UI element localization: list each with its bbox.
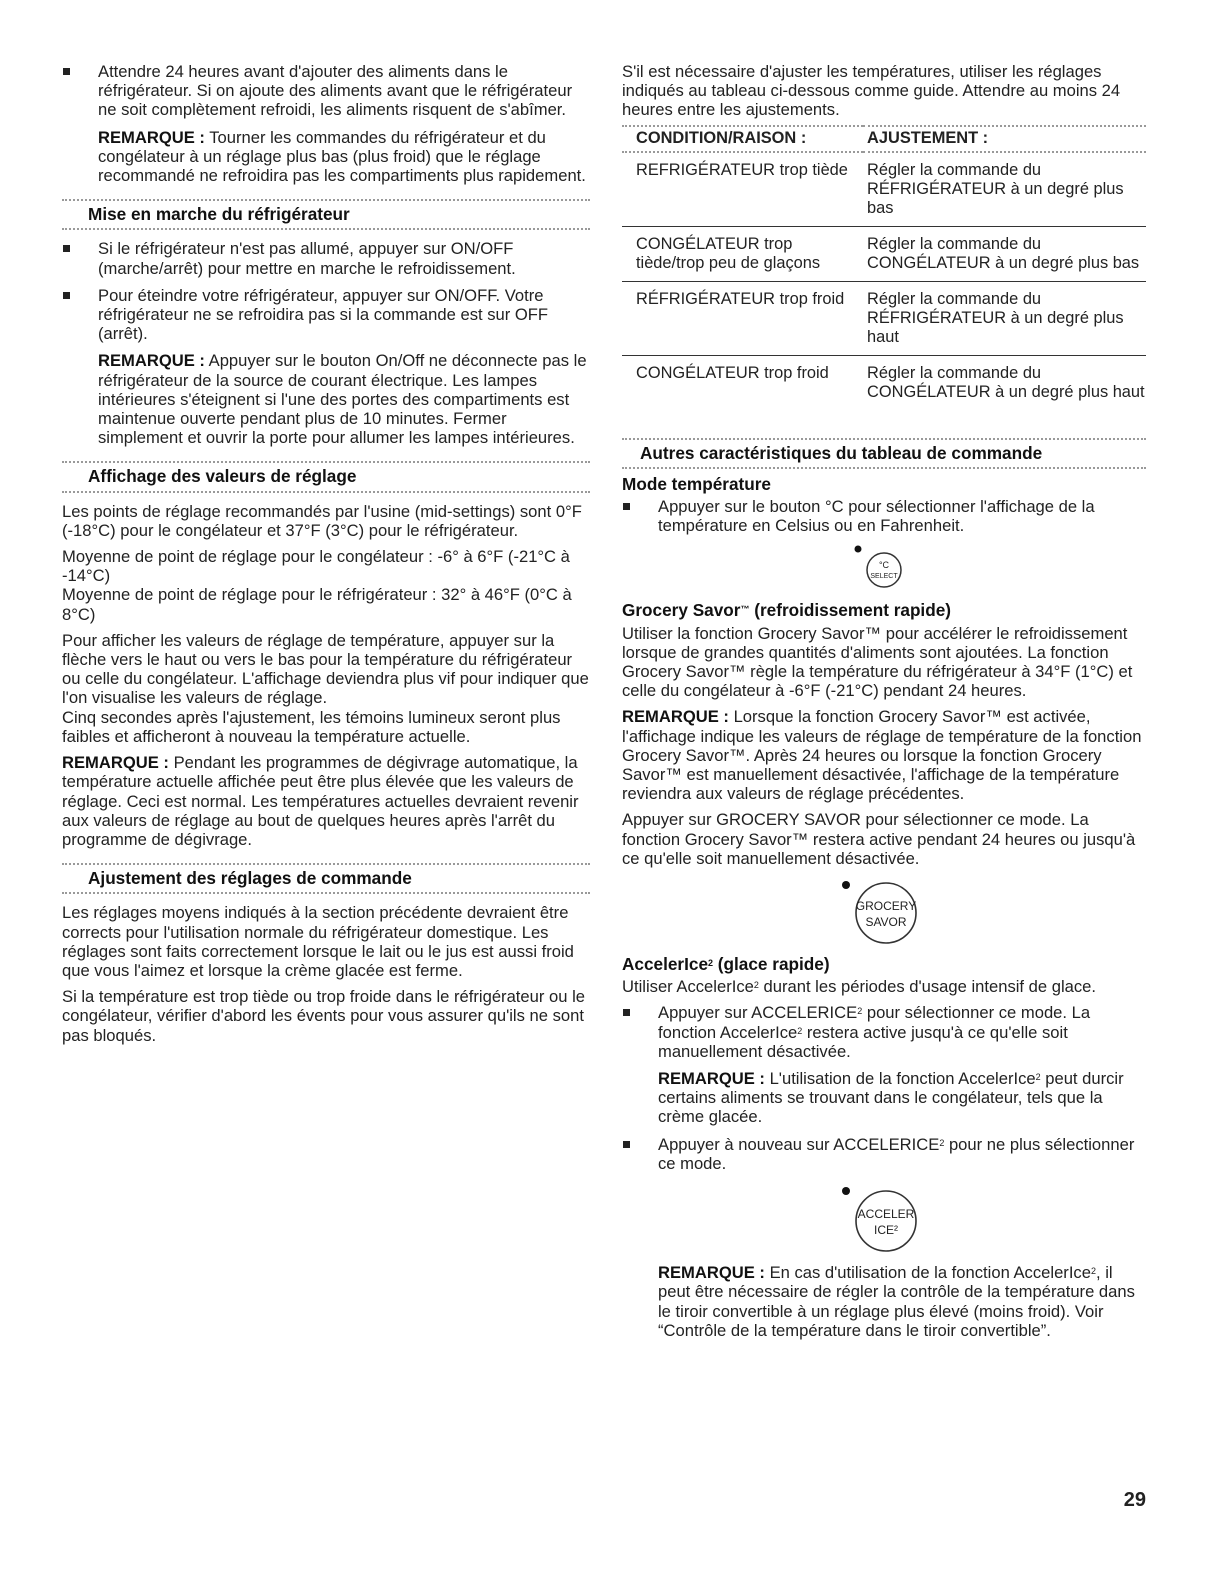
table-cell: CONGÉLATEUR trop tiède/trop peu de glaçons [622, 226, 863, 281]
paragraph: Utiliser AccelerIce$^2$ durant les périodes d'usage intensif de glace. [622, 977, 1096, 997]
indicator-dot [842, 881, 850, 889]
table-cell: REFRIGÉRATEUR trop tiède [622, 152, 863, 227]
column-header: CONDITION/RAISON : [622, 126, 863, 152]
table-header-row [622, 126, 1146, 152]
button-label-top: °C [878, 560, 890, 571]
table-row [622, 355, 1146, 410]
indicator-dot [855, 546, 862, 553]
section-heading: Mise en marche du réfrigérateur [62, 199, 590, 230]
table-cell: Régler la commande du RÉFRIGÉRATEUR à un degré plus haut [863, 281, 1146, 355]
paragraph: Appuyer sur GROCERY SAVOR pour sélectionner ce mode. La fonction Grocery Savor™ restera active pendant 24 heures ou jusqu'à ce qu'elle soit manuellement désactivée. [622, 810, 1136, 868]
button-label-bottom: ICE² [874, 1223, 898, 1238]
column-header: AJUSTEMENT : [863, 126, 1146, 152]
grocery-savor-icon [834, 875, 934, 945]
paragraph: S'il est nécessaire d'ajuster les températures, utiliser les réglages indiqués au tableau ci-dessous comme guide. Attendre au moins 24 heures entre les ajustements. [622, 62, 1121, 120]
grocery-savor-button[interactable] [622, 875, 1146, 945]
paragraph: Les réglages moyens indiqués à la section précédente devraient être corrects pour l'utilisation normale du réfrigérateur domestique. Les réglages sont faits correctement lorsque le lait ou le jus est aussi froid que vous l'aimez et lorsque la crème glacée est ferme. [62, 903, 574, 980]
note: REMARQUE : Lorsque la fonction Grocery Savor™ est activée, l'affichage indique les valeurs de réglage de température de la fonction Grocery Savor™. Après 24 heures ou lorsque la fonction Grocery Savor™ est manuellement désactivée, l'affichage de la température reviendra aux valeurs de réglage précédentes. [622, 707, 1142, 804]
note: REMARQUE : L'utilisation de la fonction AccelerIce$^2$ peut durcir certains aliments se trouvant dans le congélateur, tels que la crème glacée. [658, 1069, 1124, 1127]
note: REMARQUE : Appuyer sur le bouton On/Off ne déconnecte pas le réfrigérateur de la source de courant électrique. Les lampes intérieures s'éteignent si l'une des portes des compartiments est maintenue ouverte pendant plus de 10 minutes. Fermer simplement et ouvrir la porte pour allumer les lampes intérieures. [98, 351, 587, 448]
paragraph: Moyenne de point de réglage pour le congélateur : -6° à 6°F (-21°C à -14°C) Moyenne de point de réglage pour le réfrigérateur : 32° à 46°F (0°C à 8°C) [62, 547, 572, 624]
indicator-dot [842, 1187, 850, 1195]
button-ring [856, 883, 916, 943]
table-cell: Régler la commande du CONGÉLATEUR à un degré plus haut [867, 363, 1145, 401]
button-ring [856, 1191, 916, 1251]
list-item: Appuyer sur ACCELERICE$^2$ pour sélectionner ce mode. La fonction AccelerIce$^2$ restera active jusqu'à ce qu'elle soit manuellement désactivée. [622, 1003, 1146, 1061]
left-column [62, 62, 590, 1052]
subheading: AccelerIce$^2$ (glace rapide) [622, 954, 830, 975]
accelerice-button[interactable] [622, 1181, 1146, 1253]
subheading: Mode température [622, 473, 771, 494]
list-item: Appuyer sur le bouton °C pour sélectionner l'affichage de la température en Celsius ou en Fahrenheit. [622, 497, 1146, 535]
table-row [622, 152, 1146, 227]
button-label-bottom: SAVOR [865, 915, 907, 930]
adjustment-table [622, 125, 1146, 410]
button-ring [867, 553, 901, 587]
table-cell: Régler la commande du RÉFRIGÉRATEUR à un degré plus bas [863, 152, 1146, 227]
celsius-select-icon [852, 543, 916, 591]
paragraph: Les points de réglage recommandés par l'usine (mid-settings) sont 0°F (-18°C) pour le congélateur et 37°F (3°C) pour le réfrigérateur. [62, 501, 582, 540]
celsius-select-button[interactable] [622, 543, 1146, 591]
list-item: Pour éteindre votre réfrigérateur, appuyer sur ON/OFF. Votre réfrigérateur ne se refroidira pas si la commande est sur OFF (arrêt). [62, 286, 590, 344]
subheading: Grocery Savor™ (refroidissement rapide) [622, 600, 951, 621]
table-row [622, 281, 1146, 355]
table-row [622, 226, 1146, 281]
page-number: 29 [1123, 1489, 1146, 1511]
paragraph: Si la température est trop tiède ou trop froide dans le réfrigérateur ou le congélateur, vérifier d'abord les évents pour vous assurer qu'ils ne sont pas bloqués. [62, 987, 585, 1045]
note: REMARQUE : Tourner les commandes du réfrigérateur et du congélateur à un réglage plus bas (plus froid) que le réglage recommandé ne refroidira pas les compartiments plus rapidement. [98, 127, 586, 186]
table-cell: CONGÉLATEUR trop froid [636, 363, 829, 382]
paragraph: Pour afficher les valeurs de réglage de température, appuyer sur la flèche vers le haut ou vers le bas pour la température du réfrigérateur ou celle du congélateur. L'affichage deviendra plus vif pour indiquer que l'on visualise les valeurs de réglage. Cinq secondes après l'ajustement, les témoins lumineux seront plus faibles et afficheront à nouveau la température actuelle. [62, 630, 589, 746]
table-cell: RÉFRIGÉRATEUR trop froid [622, 281, 863, 355]
note: REMARQUE : En cas d'utilisation de la fonction AccelerIce$^2$, il peut être nécessaire de régler la contrôle de la température dans le tiroir convertible à un réglage plus élevé (moins froid). Voir “Contrôle de la température dans le tiroir convertible”. [658, 1263, 1135, 1340]
section-heading: Affichage des valeurs de réglage [62, 461, 590, 492]
paragraph: Utiliser la fonction Grocery Savor™ pour accélérer le refroidissement lorsque de grandes quantités d'aliments sont ajoutées. La fonction Grocery Savor™ règle la température du réfrigérateur à 34°F (1°C) et celle du congélateur à -6°F (-21°C) pendant 24 heures. [622, 623, 1133, 701]
button-label-bottom: SELECT [870, 573, 898, 581]
table-cell: Régler la commande du CONGÉLATEUR à un degré plus bas [863, 226, 1146, 281]
list-item: Si le réfrigérateur n'est pas allumé, appuyer sur ON/OFF (marche/arrêt) pour mettre en marche le refroidissement. [62, 239, 590, 277]
button-label-top: ACCELER [857, 1207, 915, 1222]
button-label-top: GROCERY [855, 899, 917, 914]
accelerice-icon [834, 1181, 934, 1253]
right-column [622, 62, 1146, 1348]
list-item: Appuyer à nouveau sur ACCELERICE$^2$ pour ne plus sélectionner ce mode. [622, 1135, 1146, 1173]
section-heading: Ajustement des réglages de commande [62, 863, 590, 894]
section-heading: Autres caractéristiques du tableau de commande [622, 438, 1146, 469]
note: REMARQUE : Pendant les programmes de dégivrage automatique, la température actuelle affichée peut être plus élevée que les valeurs de réglage. Ceci est normal. Les températures actuelles devraient revenir aux valeurs de réglage au bout de quelques heures après l'arrêt du programme de dégivrage. [62, 753, 579, 849]
list-item: Attendre 24 heures avant d'ajouter des aliments dans le réfrigérateur. Si on ajoute des aliments avant que le réfrigérateur ne soit complètement refroidi, les aliments risquent de s'abîmer. [62, 62, 590, 120]
